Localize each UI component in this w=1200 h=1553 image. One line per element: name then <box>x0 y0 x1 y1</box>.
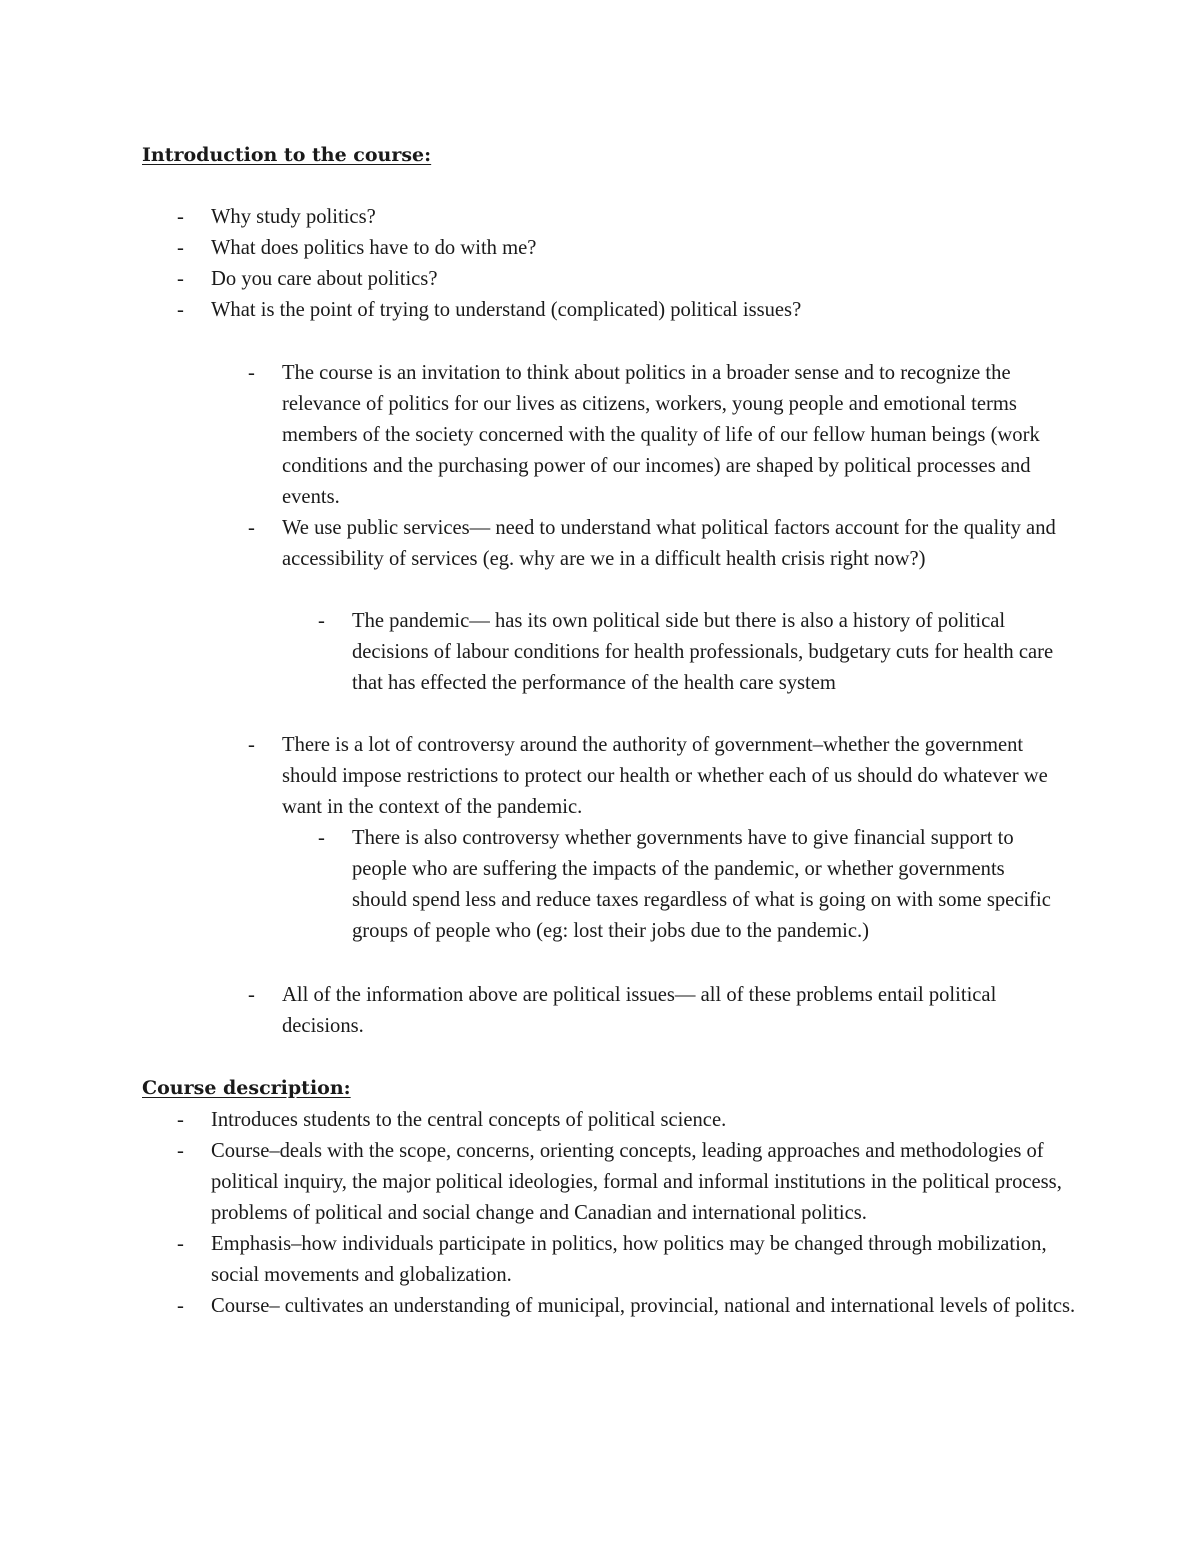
list-item <box>177 1291 1091 1322</box>
intro-point-1 <box>248 358 1072 513</box>
list-item <box>248 358 1072 513</box>
dash-bullet: - <box>248 362 255 384</box>
description-text: Introduces students to the central concepts of political science. <box>211 1109 727 1131</box>
dash-bullet: - <box>248 984 255 1006</box>
list-item <box>248 730 1072 823</box>
dash-bullet: - <box>177 1295 184 1317</box>
question-text: What does politics have to do with me? <box>211 237 537 259</box>
dash-bullet: - <box>177 268 184 290</box>
dash-bullet: - <box>177 206 184 228</box>
list-item <box>177 264 1091 295</box>
point-text: All of the information above are political issues— all of these problems entail political decisions. <box>282 984 997 1037</box>
sub-point-text: The pandemic— has its own political side but there is also a history of political decisions of labour conditions for health professionals, budgetary cuts for health care that has effected the performance of the health care system <box>352 610 1054 694</box>
question-text: What is the point of trying to understand (complicated) political issues? <box>211 299 802 321</box>
list-item <box>177 1105 1091 1136</box>
point-text: The course is an invitation to think about politics in a broader sense and to recognize the relevance of politics for our lives as citizens, workers, young people and emotional terms members of the society concerned with the quality of life of our fellow human beings (work conditions and the purchasing power of our incomes) are shaped by political processes and events. <box>282 362 1040 508</box>
dash-bullet: - <box>248 734 255 756</box>
description-text: Emphasis–how individuals participate in politics, how politics may be changed through mobilization, social movements and globalization. <box>211 1233 1047 1286</box>
course-description-heading: Course description: <box>142 1077 351 1099</box>
list-item <box>248 513 1072 575</box>
list-item <box>248 980 1072 1042</box>
intro-questions-list <box>177 202 1091 326</box>
question-text: Why study politics? <box>211 206 376 228</box>
sub-point-text: There is also controversy whether governments have to give financial support to people who are suffering the impacts of the pandemic, or whether governments should spend less and reduce taxes regardless of what is going on with some specific groups of people who (eg: lost their jobs due to the pandemic.) <box>352 827 1051 942</box>
dash-bullet: - <box>177 1140 184 1162</box>
point-text: We use public services— need to understand what political factors account for the quality and accessibility of services (eg. why are we in a difficult health crisis right now?) <box>282 517 1056 570</box>
intro-heading: Introduction to the course: <box>142 144 432 166</box>
dash-bullet: - <box>177 1109 184 1131</box>
list-item <box>177 1229 1091 1291</box>
dash-bullet: - <box>177 299 184 321</box>
list-item <box>177 295 1091 326</box>
intro-point-3 <box>248 730 1072 823</box>
list-item <box>318 606 1062 699</box>
list-item <box>318 823 1062 947</box>
intro-point-2-sub <box>318 606 1062 699</box>
course-description-list <box>177 1105 1091 1322</box>
dash-bullet: - <box>177 237 184 259</box>
point-text: There is a lot of controversy around the authority of government–whether the government should impose restrictions to protect our health or whether each of us should do whatever we want in the context of the pandemic. <box>282 734 1048 818</box>
intro-point-4 <box>248 980 1072 1042</box>
list-item <box>177 202 1091 233</box>
list-item <box>177 1136 1091 1229</box>
intro-point-2 <box>248 513 1072 575</box>
question-text: Do you care about politics? <box>211 268 438 290</box>
description-text: Course–deals with the scope, concerns, orienting concepts, leading approaches and methodologies of political inquiry, the major political ideologies, formal and informal institutions in the political process, problems of political and social change and Canadian and international politics. <box>211 1140 1062 1224</box>
intro-point-3-sub <box>318 823 1062 947</box>
dash-bullet: - <box>248 517 255 539</box>
dash-bullet: - <box>318 610 325 632</box>
dash-bullet: - <box>318 827 325 849</box>
list-item <box>177 233 1091 264</box>
description-text: Course– cultivates an understanding of municipal, provincial, national and international levels of politcs. <box>211 1295 1076 1317</box>
dash-bullet: - <box>177 1233 184 1255</box>
